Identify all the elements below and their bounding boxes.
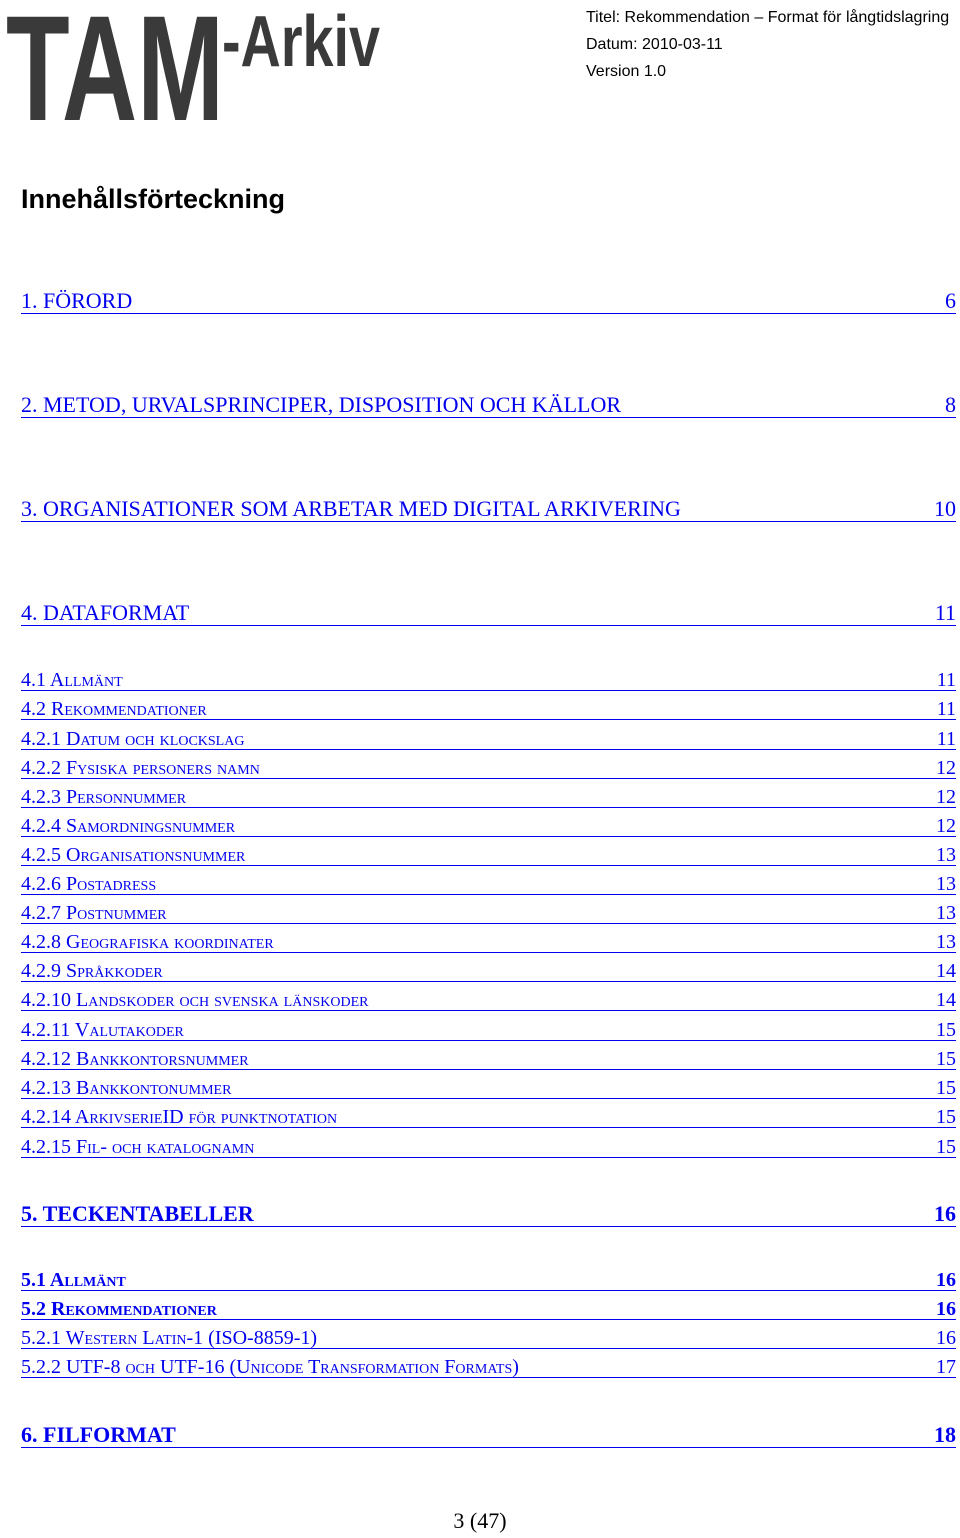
toc-entry-4-2[interactable] bbox=[21, 699, 956, 720]
toc-entry-4[interactable] bbox=[21, 602, 956, 626]
toc-number: 4.2.6 bbox=[21, 873, 61, 895]
toc-entry-5-2-2[interactable] bbox=[21, 1357, 956, 1378]
toc-number: 5.2.1 bbox=[21, 1327, 61, 1349]
toc-label: Western Latin-1 (ISO-8859-1) bbox=[65, 1327, 318, 1349]
toc-entry-2[interactable] bbox=[21, 394, 956, 418]
toc-page: 15 bbox=[936, 1136, 956, 1158]
toc-entry-5[interactable] bbox=[21, 1203, 956, 1227]
toc-number: 4.2.8 bbox=[21, 931, 61, 953]
toc-label: Landskoder och svenska länskoder bbox=[76, 989, 369, 1011]
toc-label: Fil- och katalognamn bbox=[76, 1136, 255, 1158]
logo-main-text: TAM bbox=[6, 0, 224, 128]
toc-label: Postnummer bbox=[66, 902, 167, 924]
toc-number: 4.2.3 bbox=[21, 786, 61, 808]
toc-label: Fysiska personers namn bbox=[66, 757, 260, 779]
toc-page: 15 bbox=[936, 1019, 956, 1041]
toc-label: TECKENTABELLER bbox=[42, 1201, 254, 1226]
toc-number: 5.2.2 bbox=[21, 1356, 61, 1378]
toc-entry-4-2-12[interactable] bbox=[21, 1049, 956, 1070]
toc-label: Geografiska koordinater bbox=[66, 931, 274, 953]
toc-number: 2. bbox=[21, 392, 38, 417]
toc-page: 13 bbox=[936, 844, 956, 866]
toc-page: 12 bbox=[936, 815, 956, 837]
toc-page: 16 bbox=[936, 1327, 956, 1349]
toc-entry-4-2-2[interactable] bbox=[21, 758, 956, 779]
toc-page: 12 bbox=[936, 786, 956, 808]
toc-label: Allmänt bbox=[49, 669, 123, 691]
toc-number: 4.2.4 bbox=[21, 815, 61, 837]
toc-label: METOD, URVALSPRINCIPER, DISPOSITION OCH KÄLLOR bbox=[43, 392, 622, 417]
toc-entry-4-2-15[interactable] bbox=[21, 1137, 956, 1158]
toc-entry-4-2-9[interactable] bbox=[21, 961, 956, 982]
tam-arkiv-logo bbox=[0, 0, 390, 128]
toc-number: 4.2.10 bbox=[21, 989, 71, 1011]
toc-entry-4-2-3[interactable] bbox=[21, 787, 956, 808]
toc-label: Datum och klockslag bbox=[66, 728, 245, 750]
toc-number: 5.1 bbox=[21, 1269, 46, 1291]
toc-entry-4-2-6[interactable] bbox=[21, 874, 956, 895]
toc-number: 4.2 bbox=[21, 698, 46, 720]
toc-entry-4-2-7[interactable] bbox=[21, 903, 956, 924]
toc-entry-4-2-13[interactable] bbox=[21, 1078, 956, 1099]
toc-label: ArkivserieID för punktnotation bbox=[74, 1106, 338, 1128]
toc-page: 16 bbox=[936, 1298, 956, 1320]
toc-entry-4-2-8[interactable] bbox=[21, 932, 956, 953]
toc-number: 4.1 bbox=[21, 669, 46, 691]
toc-entry-5-2-1[interactable] bbox=[21, 1328, 956, 1349]
toc-page: 15 bbox=[936, 1106, 956, 1128]
toc-entry-4-2-5[interactable] bbox=[21, 845, 956, 866]
toc-page: 13 bbox=[936, 902, 956, 924]
toc-number: 5. bbox=[21, 1201, 38, 1226]
toc-label: Allmänt bbox=[49, 1269, 126, 1291]
toc-number: 4.2.12 bbox=[21, 1048, 71, 1070]
toc-label: Rekommendationer bbox=[51, 1298, 217, 1320]
logo-suffix-text: -Arkiv bbox=[222, 2, 380, 82]
toc-number: 4.2.14 bbox=[21, 1106, 71, 1128]
toc-heading: Innehållsförteckning bbox=[21, 184, 286, 214]
toc-page: 13 bbox=[936, 931, 956, 953]
toc-page: 8 bbox=[945, 392, 956, 417]
logo-graphic bbox=[0, 0, 390, 128]
toc-label: Organisationsnummer bbox=[66, 844, 246, 866]
toc-page: 6 bbox=[945, 288, 956, 313]
toc-page: 16 bbox=[934, 1201, 956, 1226]
toc-number: 1. bbox=[21, 288, 38, 313]
toc-number: 4.2.13 bbox=[21, 1077, 71, 1099]
toc-label: Bankkontonummer bbox=[76, 1077, 232, 1099]
toc-page: 14 bbox=[936, 989, 956, 1011]
toc-label: Bankkontorsnummer bbox=[76, 1048, 249, 1070]
header-version: Version 1.0 bbox=[586, 63, 667, 80]
document-header bbox=[586, 4, 949, 85]
toc-number: 4.2.7 bbox=[21, 902, 61, 924]
toc-number: 5.2 bbox=[21, 1298, 46, 1320]
toc-page: 11 bbox=[936, 728, 956, 750]
toc-page: 11 bbox=[934, 600, 956, 625]
header-date: Datum: 2010-03-11 bbox=[586, 36, 723, 53]
toc-entry-4-2-1[interactable] bbox=[21, 729, 956, 750]
toc-entry-4-2-4[interactable] bbox=[21, 816, 956, 837]
toc-entry-5-1[interactable] bbox=[21, 1270, 956, 1291]
toc-entry-3[interactable] bbox=[21, 498, 956, 522]
toc-label: UTF-8 och UTF-16 (Unicode Transformation Formats) bbox=[66, 1356, 519, 1378]
toc-label: ORGANISATIONER SOM ARBETAR MED DIGITAL ARKIVERING bbox=[43, 496, 681, 521]
toc-number: 4.2.5 bbox=[21, 844, 61, 866]
toc-page: 18 bbox=[934, 1422, 956, 1447]
page-number-footer: 3 (47) bbox=[453, 1508, 507, 1533]
toc-label: DATAFORMAT bbox=[43, 600, 190, 625]
toc-number: 6. bbox=[21, 1422, 38, 1447]
toc-label: Språkkoder bbox=[66, 960, 163, 982]
toc-page: 15 bbox=[936, 1077, 956, 1099]
toc-entry-4-2-10[interactable] bbox=[21, 990, 956, 1011]
toc-entry-1[interactable] bbox=[21, 290, 956, 314]
toc-page: 12 bbox=[936, 757, 956, 779]
toc-page: 17 bbox=[936, 1356, 956, 1378]
toc-number: 4.2.1 bbox=[21, 728, 61, 750]
toc-label: Rekommendationer bbox=[51, 698, 207, 720]
toc-page: 13 bbox=[936, 873, 956, 895]
toc-page: 11 bbox=[936, 698, 956, 720]
toc-number: 4.2.15 bbox=[21, 1136, 71, 1158]
header-title: Titel: Rekommendation – Format för långtidslagring bbox=[586, 9, 950, 26]
toc-entry-4-1[interactable] bbox=[21, 670, 956, 691]
toc-label: FILFORMAT bbox=[43, 1422, 176, 1447]
toc-label: Valutakoder bbox=[74, 1019, 184, 1041]
toc-entry-5-2[interactable] bbox=[21, 1299, 956, 1320]
toc-entry-4-2-11[interactable] bbox=[21, 1020, 956, 1041]
toc-number: 3. bbox=[21, 496, 38, 521]
toc-number: 4.2.2 bbox=[21, 757, 61, 779]
toc-label: FÖRORD bbox=[43, 288, 133, 313]
toc-entry-6[interactable] bbox=[21, 1424, 956, 1448]
toc-label: Postadress bbox=[66, 873, 157, 895]
toc-page: 14 bbox=[936, 960, 956, 982]
toc-label: Personnummer bbox=[66, 786, 187, 808]
toc-entry-4-2-14[interactable] bbox=[21, 1107, 956, 1128]
toc-page: 15 bbox=[936, 1048, 956, 1070]
toc-number: 4.2.9 bbox=[21, 960, 61, 982]
toc-label: Samordningsnummer bbox=[66, 815, 236, 837]
toc-page: 10 bbox=[934, 496, 956, 521]
toc-page: 16 bbox=[936, 1269, 956, 1291]
toc-number: 4. bbox=[21, 600, 38, 625]
toc-number: 4.2.11 bbox=[21, 1019, 71, 1041]
toc-page: 11 bbox=[936, 669, 956, 691]
